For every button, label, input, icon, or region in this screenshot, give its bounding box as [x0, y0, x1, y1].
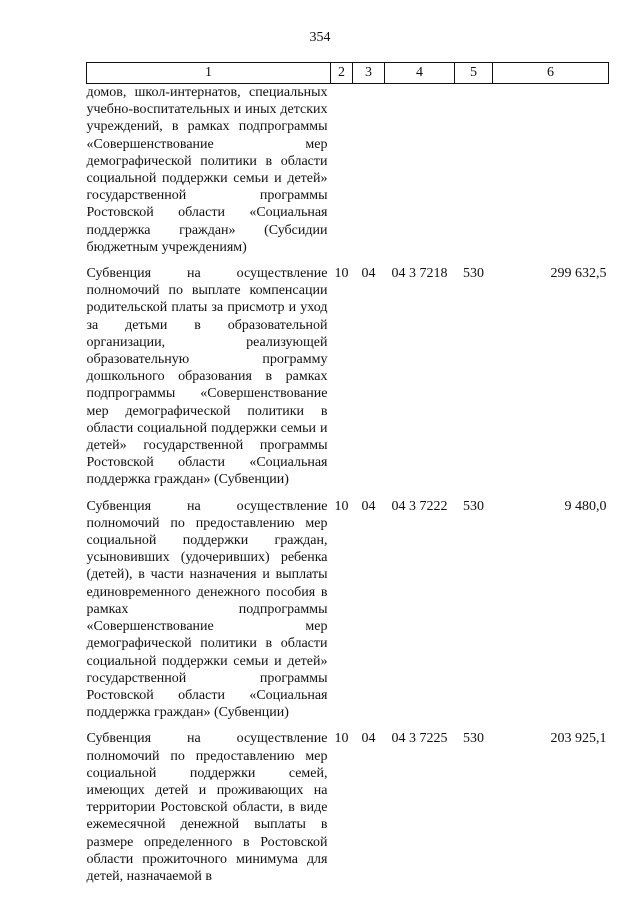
- row-col-4: [385, 84, 455, 266]
- row-target-article: 04 3 7222: [391, 498, 448, 514]
- row-section: 10: [334, 498, 349, 514]
- table-row: [87, 730, 609, 894]
- header-col-2: 2: [331, 63, 353, 84]
- row-expense-type: 530: [463, 498, 484, 514]
- row-section: 10: [334, 266, 349, 282]
- row-col-3: [353, 84, 385, 266]
- table-body: [87, 84, 609, 895]
- header-col-4: 4: [385, 63, 455, 84]
- row-target-article: 04 3 7225: [391, 731, 448, 747]
- row-col-2: [331, 84, 353, 266]
- row-target-article: 04 3 7218: [391, 266, 448, 282]
- header-col-6: 6: [493, 63, 609, 84]
- row-subsection: 04: [361, 266, 376, 282]
- row-description: Субвенция на осуществление полномочий по выплате компенсации родительской платы за присмотр и уход за детьми в образовательной организации, реализующей образовательную программу дошкольного образования в рамках подпрограммы «Совершенствование мер демографической политики в области социальной поддержки семьи и детей» государственной программы Ростовской области «Социальная поддержка граждан» (Субвенции): [86, 266, 328, 488]
- table-row-continuation: [87, 84, 609, 266]
- table-header: [87, 63, 609, 84]
- row-description: домов, школ-интернатов, специальных учебно-воспитательных и иных детских учреждений, в рамках подпрограммы «Совершенствование мер демографической политики в области социальной поддержки семьи и детей» государственной программы Ростовской области «Социальная поддержка граждан» (Субсидии бюджетным учреждениям): [86, 85, 328, 255]
- row-description: Субвенция на осуществление полномочий по предоставлению мер социальной поддержки семей, имеющих детей и проживающих на территории Ростовской области, в виде ежемесячной денежной выплаты в размере определенного в Ростовской области прожиточного минимума для детей, назначаемой в: [86, 731, 328, 884]
- header-col-1: 1: [87, 63, 331, 84]
- budget-table: [86, 62, 609, 894]
- row-section: 10: [334, 731, 349, 747]
- table-row: [87, 498, 609, 731]
- row-expense-type: 530: [463, 731, 484, 747]
- row-col-6: [493, 84, 609, 266]
- row-col-5: [455, 84, 493, 266]
- page-number: 354: [309, 30, 331, 45]
- header-col-3: 3: [353, 63, 385, 84]
- row-amount: 299 632,5: [550, 266, 607, 282]
- header-col-5: 5: [455, 63, 493, 84]
- row-subsection: 04: [361, 731, 376, 747]
- table-row: [87, 265, 609, 498]
- row-expense-type: 530: [463, 266, 484, 282]
- row-amount: 9 480,0: [564, 498, 607, 514]
- row-subsection: 04: [361, 498, 376, 514]
- row-amount: 203 925,1: [550, 731, 607, 747]
- row-description: Субвенция на осуществление полномочий по предоставлению мер социальной поддержки граждан, усыновивших (удочеривших) ребенка (детей), в части назначения и выплаты единовременного денежного пособия в рамках подпрограммы «Совершенствование мер демографической политики в области социальной поддержки семьи и детей» государственной программы Ростовской области «Социальная поддержка граждан» (Субвенции): [86, 498, 328, 721]
- header-row: [87, 63, 609, 84]
